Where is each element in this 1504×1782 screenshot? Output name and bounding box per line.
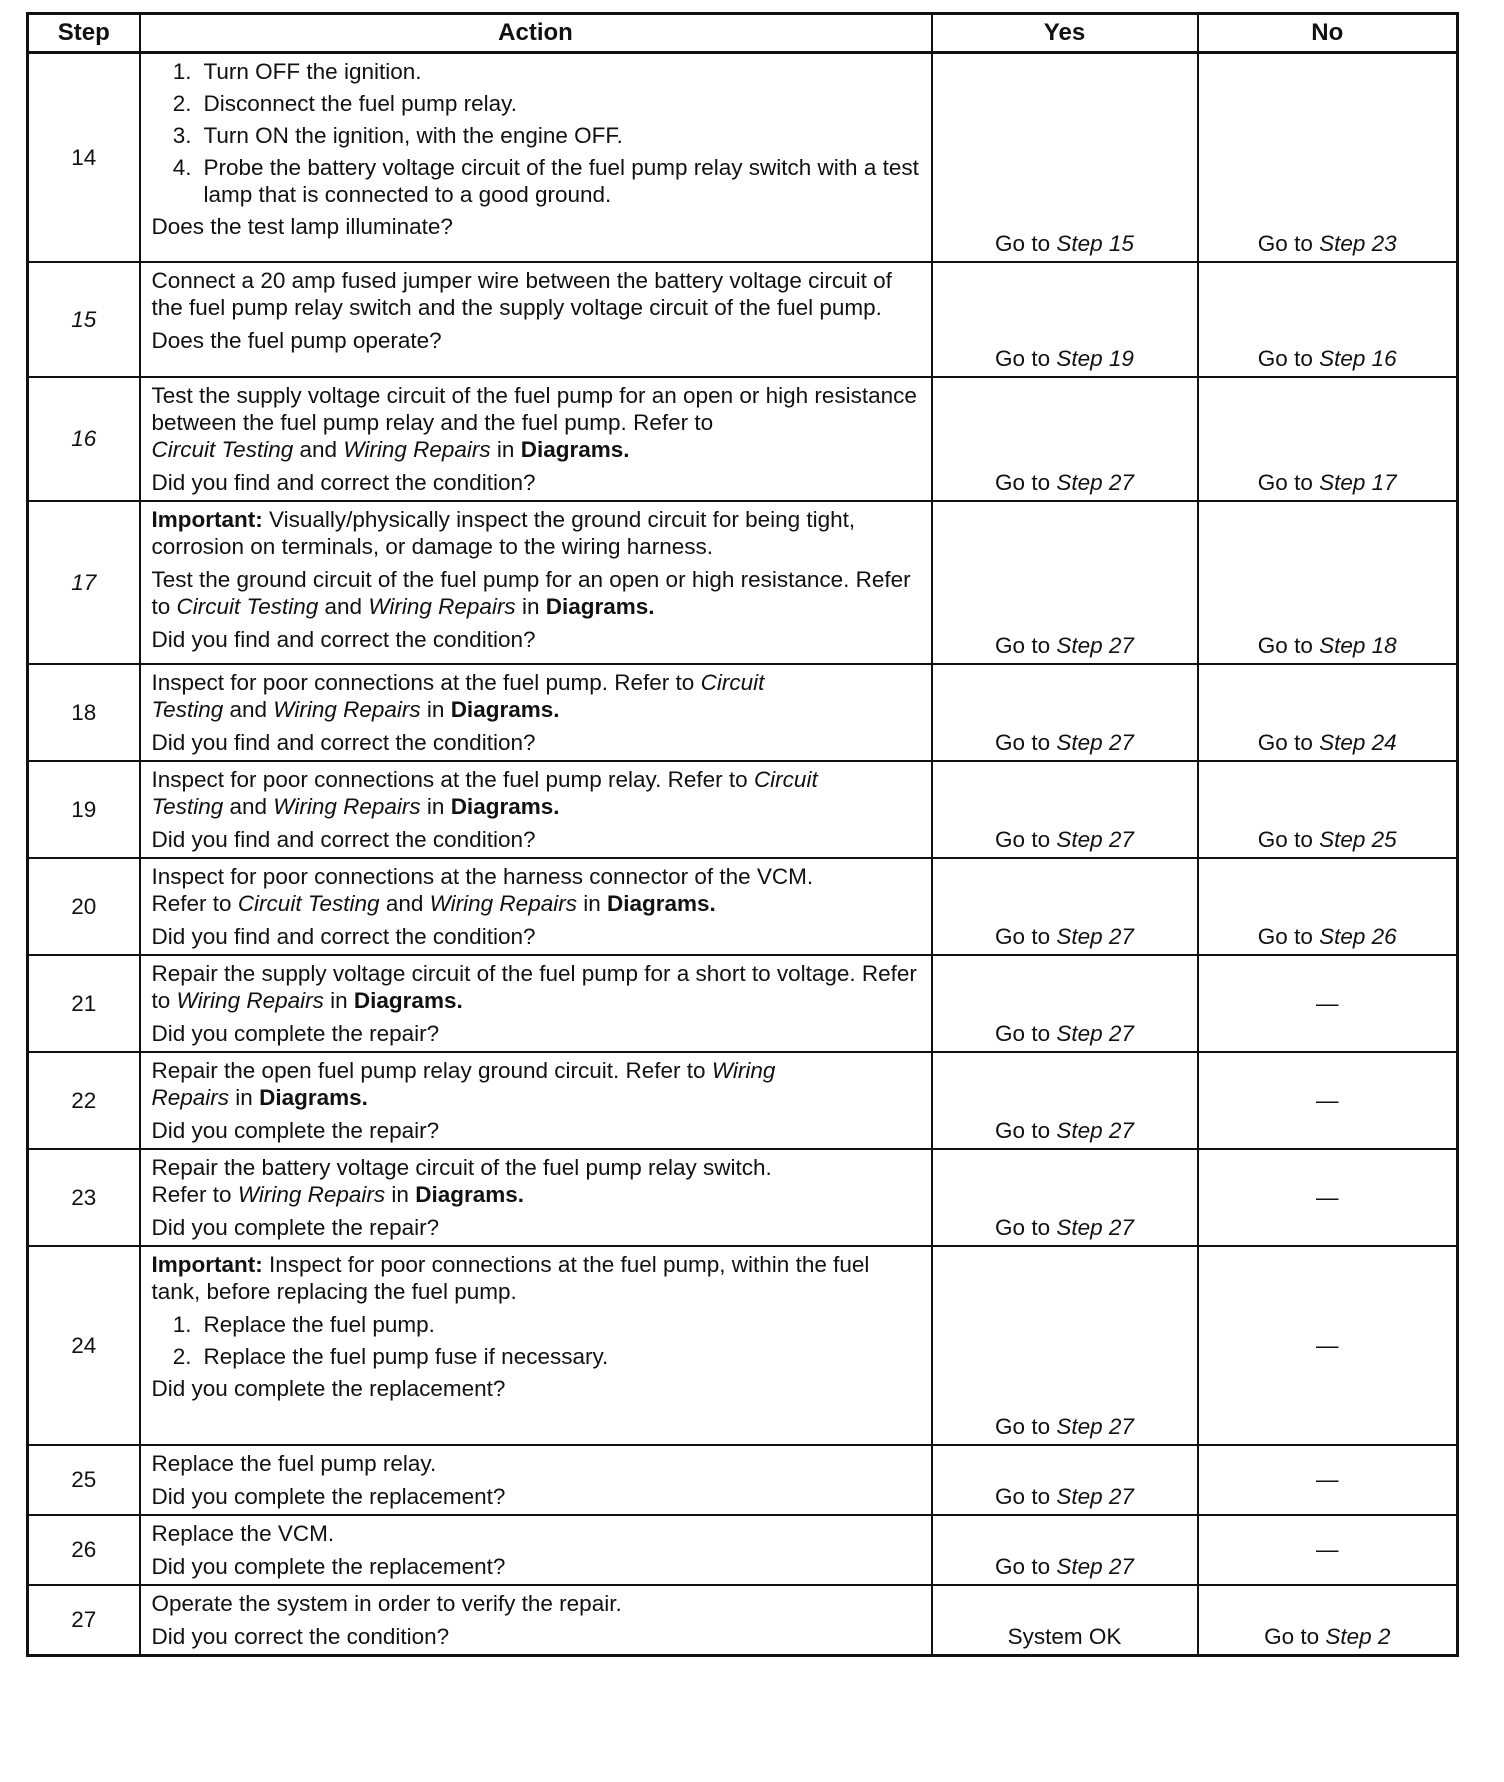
no-cell xyxy=(1198,664,1458,761)
table-row xyxy=(28,1246,1458,1445)
question: Did you complete the repair? xyxy=(151,1117,440,1143)
go-to-label: Go to xyxy=(995,1413,1051,1439)
step-word: Step xyxy=(1319,345,1366,371)
step-link[interactable] xyxy=(1056,1554,1134,1579)
step-link[interactable] xyxy=(1056,1484,1134,1509)
action-text xyxy=(152,669,921,723)
step-target: 2 xyxy=(1377,1624,1391,1649)
step-word: Step xyxy=(1056,1117,1103,1143)
action-text xyxy=(152,566,921,620)
ref-in: in xyxy=(235,1084,253,1110)
action-content xyxy=(152,58,921,240)
list-number: 4. xyxy=(172,155,192,180)
list-number: 2. xyxy=(172,91,192,116)
step-word: Step xyxy=(1056,230,1103,256)
ref-circuit-testing[interactable]: Circuit Testing xyxy=(237,890,380,916)
important-label: Important: xyxy=(151,506,263,532)
action-text-main: Repair the open fuel pump relay ground circuit. Refer to xyxy=(151,1057,706,1083)
important-note xyxy=(152,1251,921,1305)
table-row xyxy=(28,761,1458,858)
ref-refer-to: Refer to xyxy=(151,890,232,916)
ref-wiring-repairs[interactable]: Wiring Repairs xyxy=(429,890,577,916)
step-link[interactable] xyxy=(1056,1021,1134,1046)
ref-in: in xyxy=(496,436,515,462)
action-cell xyxy=(140,262,932,377)
action-text-main: Repair the supply voltage circuit of the fuel pump for a short to voltage. Refer to xyxy=(151,960,917,1013)
step-number: 15 xyxy=(28,262,140,377)
no-cell xyxy=(1198,501,1458,664)
yes-cell xyxy=(932,858,1198,955)
action-content xyxy=(152,382,921,496)
no-cell-empty: — xyxy=(1198,1149,1458,1246)
step-target: 26 xyxy=(1371,923,1397,949)
important-text: Visually/physically inspect the ground circuit for being tight, corrosion on terminals, or damage to the wiring harness. xyxy=(151,506,856,559)
go-to-label: Go to xyxy=(1257,729,1313,755)
ref-in: in xyxy=(583,890,601,916)
action-text-main: Inspect for poor connections at the harness connector of the VCM. xyxy=(151,863,814,889)
ref-wiring-repairs[interactable]: Wiring Repairs xyxy=(273,793,421,819)
go-to-label: Go to xyxy=(1257,632,1313,658)
go-to-label: Go to xyxy=(995,1117,1051,1143)
step-word: Step xyxy=(1056,1413,1103,1439)
table-row xyxy=(28,858,1458,955)
question: Did you find and correct the condition? xyxy=(151,626,536,652)
step-target: 27 xyxy=(1108,923,1134,949)
ref-wiring-repairs-cont[interactable]: Repairs xyxy=(151,1084,230,1110)
step-target: 27 xyxy=(1108,1020,1134,1046)
step-target: 27 xyxy=(1108,1553,1134,1579)
step-link[interactable] xyxy=(1056,346,1134,371)
diagnostic-table xyxy=(26,12,1459,1657)
table-row xyxy=(28,1445,1458,1515)
ref-circuit-testing[interactable]: Circuit xyxy=(700,669,765,695)
go-to-label: Go to xyxy=(1257,469,1313,495)
step-word: Step xyxy=(1056,1483,1103,1509)
list-item xyxy=(152,122,921,149)
step-target: 27 xyxy=(1108,1483,1134,1509)
step-word: Step xyxy=(1056,345,1103,371)
ref-wiring-repairs[interactable]: Wiring Repairs xyxy=(176,987,324,1013)
question: Did you find and correct the condition? xyxy=(151,826,536,852)
table-row xyxy=(28,664,1458,761)
step-number: 21 xyxy=(28,955,140,1052)
step-word: Step xyxy=(1325,1624,1372,1649)
step-target: 23 xyxy=(1371,230,1397,256)
step-word: Step xyxy=(1319,923,1366,949)
step-number: 27 xyxy=(28,1585,140,1656)
go-to-label: Go to xyxy=(995,230,1051,256)
go-to-label: Go to xyxy=(995,469,1051,495)
step-number: 19 xyxy=(28,761,140,858)
step-target: 24 xyxy=(1371,729,1397,755)
step-word: Step xyxy=(1056,469,1103,495)
step-link[interactable] xyxy=(1319,633,1397,658)
yes-cell xyxy=(932,1445,1198,1515)
ref-and: and xyxy=(324,593,363,619)
step-word: Step xyxy=(1319,632,1366,658)
no-cell xyxy=(1198,53,1458,262)
question: Does the fuel pump operate? xyxy=(151,327,442,353)
action-content xyxy=(152,766,921,853)
step-target: 27 xyxy=(1108,826,1134,852)
action-content xyxy=(152,863,921,950)
go-to-label: Go to xyxy=(995,826,1051,852)
action-content xyxy=(152,1057,921,1144)
action-text: Replace the fuel pump relay. xyxy=(151,1450,437,1476)
list-item xyxy=(152,154,921,208)
ref-and: and xyxy=(229,793,268,819)
no-cell-empty: — xyxy=(1198,1515,1458,1585)
action-text xyxy=(152,863,921,917)
ref-and: and xyxy=(229,696,268,722)
list-item xyxy=(152,90,921,117)
no-cell-empty: — xyxy=(1198,1445,1458,1515)
go-to-label: Go to xyxy=(995,345,1051,371)
step-target: 15 xyxy=(1108,230,1134,256)
step-target: 16 xyxy=(1371,345,1397,371)
step-number: 26 xyxy=(28,1515,140,1585)
action-text xyxy=(152,766,921,820)
ref-and: and xyxy=(299,436,338,462)
no-cell xyxy=(1198,1585,1458,1656)
action-content xyxy=(152,1450,921,1510)
step-number: 23 xyxy=(28,1149,140,1246)
go-to-label: Go to xyxy=(1264,1624,1320,1649)
yes-cell xyxy=(932,1149,1198,1246)
ref-refer-to: Refer to xyxy=(151,1181,232,1207)
table-row xyxy=(28,53,1458,262)
step-link[interactable] xyxy=(1056,633,1134,658)
step-link[interactable] xyxy=(1056,1215,1134,1240)
ref-diagrams: Diagrams. xyxy=(450,793,560,819)
action-text-main: Test the supply voltage circuit of the fuel pump for an open or high resistance between the fuel pump relay and the fuel pump. Refer to xyxy=(151,382,917,435)
question: Did you complete the replacement? xyxy=(151,1553,506,1579)
action-text-main: Inspect for poor connections at the fuel pump. Refer to xyxy=(151,669,695,695)
question: Did you find and correct the condition? xyxy=(151,469,536,495)
table-row xyxy=(28,501,1458,664)
action-content xyxy=(152,960,921,1047)
step-number: 25 xyxy=(28,1445,140,1515)
step-link[interactable] xyxy=(1319,470,1397,495)
list-number: 3. xyxy=(172,123,192,148)
step-number: 16 xyxy=(28,377,140,501)
table-row xyxy=(28,1585,1458,1656)
action-content xyxy=(152,669,921,756)
yes-cell xyxy=(932,955,1198,1052)
step-link[interactable] xyxy=(1056,1118,1134,1143)
list-number: 1. xyxy=(172,1311,192,1337)
go-to-label: Go to xyxy=(995,1553,1051,1579)
action-cell xyxy=(140,1052,932,1149)
step-word: Step xyxy=(1056,1214,1103,1240)
action-text xyxy=(152,382,921,463)
go-to-label: Go to xyxy=(995,923,1051,949)
important-text: Inspect for poor connections at the fuel pump, within the fuel tank, before replacing the fuel pump. xyxy=(151,1251,870,1304)
ref-in: in xyxy=(521,593,540,619)
action-cell xyxy=(140,1246,932,1445)
important-note xyxy=(152,506,921,560)
go-to-label: Go to xyxy=(995,1020,1051,1046)
list-item xyxy=(152,58,921,85)
ref-diagrams: Diagrams. xyxy=(607,890,716,916)
important-label: Important: xyxy=(151,1251,263,1277)
step-number: 22 xyxy=(28,1052,140,1149)
no-cell xyxy=(1198,377,1458,501)
step-target: 27 xyxy=(1108,1117,1134,1143)
yes-cell xyxy=(932,1052,1198,1149)
ref-diagrams: Diagrams. xyxy=(520,436,630,462)
table-row xyxy=(28,1149,1458,1246)
step-link[interactable] xyxy=(1056,730,1134,755)
question: Did you complete the replacement? xyxy=(151,1375,506,1401)
ref-circuit-testing-cont[interactable]: Testing xyxy=(151,696,224,722)
ref-wiring-repairs[interactable]: Wiring Repairs xyxy=(368,593,516,619)
yes-cell xyxy=(932,53,1198,262)
ref-circuit-testing[interactable]: Circuit Testing xyxy=(151,436,294,462)
action-cell xyxy=(140,858,932,955)
go-to-label: Go to xyxy=(995,1214,1051,1240)
action-cell xyxy=(140,1149,932,1246)
header-row xyxy=(28,14,1458,53)
step-target: 17 xyxy=(1371,469,1397,495)
step-number: 24 xyxy=(28,1246,140,1445)
step-target: 27 xyxy=(1108,632,1134,658)
question: Did you complete the replacement? xyxy=(151,1483,506,1509)
step-word: Step xyxy=(1056,826,1103,852)
action-cell xyxy=(140,955,932,1052)
ref-diagrams: Diagrams. xyxy=(450,696,560,722)
go-to-label: Go to xyxy=(995,632,1051,658)
action-content xyxy=(152,1590,921,1650)
yes-cell xyxy=(932,1515,1198,1585)
ref-in: in xyxy=(426,696,445,722)
question: Does the test lamp illuminate? xyxy=(151,214,453,239)
list-item xyxy=(152,1311,921,1338)
step-word: Step xyxy=(1056,923,1103,949)
go-to-label: Go to xyxy=(1257,230,1313,256)
no-cell-empty: — xyxy=(1198,1246,1458,1445)
action-cell xyxy=(140,53,932,262)
list-text: Replace the fuel pump fuse if necessary. xyxy=(203,1343,609,1369)
action-text xyxy=(152,1057,921,1111)
ref-circuit-testing-cont[interactable]: Testing xyxy=(151,793,224,819)
step-link[interactable] xyxy=(1056,470,1134,495)
step-number: 14 xyxy=(28,53,140,262)
go-to-label: Go to xyxy=(995,729,1051,755)
step-link[interactable] xyxy=(1319,346,1397,371)
list-number: 2. xyxy=(172,1343,192,1369)
ref-wiring-repairs[interactable]: Wiring xyxy=(711,1057,776,1083)
ref-diagrams: Diagrams. xyxy=(353,987,463,1013)
table-row xyxy=(28,377,1458,501)
yes-cell: System OK xyxy=(932,1585,1198,1656)
action-content xyxy=(152,1154,921,1241)
step-target: 27 xyxy=(1108,1413,1134,1439)
header-yes: Yes xyxy=(932,14,1198,53)
step-link[interactable] xyxy=(1319,231,1397,256)
step-word: Step xyxy=(1319,469,1366,495)
ref-in: in xyxy=(330,987,348,1013)
action-text: Operate the system in order to verify the repair. xyxy=(151,1590,622,1616)
no-cell-empty: — xyxy=(1198,955,1458,1052)
action-cell xyxy=(140,1585,932,1656)
diagnostic-table-sheet xyxy=(26,12,1456,1657)
ref-diagrams: Diagrams. xyxy=(259,1084,368,1110)
go-to-label: Go to xyxy=(995,1483,1051,1509)
header-no: No xyxy=(1198,14,1458,53)
no-cell xyxy=(1198,262,1458,377)
action-text-main: Inspect for poor connections at the fuel pump relay. Refer to xyxy=(151,766,748,792)
yes-cell xyxy=(932,761,1198,858)
step-number: 18 xyxy=(28,664,140,761)
ref-wiring-repairs[interactable]: Wiring Repairs xyxy=(343,436,491,462)
list-text: Disconnect the fuel pump relay. xyxy=(203,91,517,116)
action-content xyxy=(152,1520,921,1580)
step-number: 17 xyxy=(28,501,140,664)
step-word: Step xyxy=(1319,230,1366,256)
go-to-label: Go to xyxy=(1257,923,1313,949)
step-target: 19 xyxy=(1108,345,1134,371)
action-content xyxy=(152,1251,921,1402)
action-steps-list xyxy=(152,1311,921,1370)
list-text: Turn ON the ignition, with the engine OFF. xyxy=(203,123,623,148)
header-step: Step xyxy=(28,14,140,53)
question: Did you complete the repair? xyxy=(151,1214,440,1240)
action-text xyxy=(152,960,921,1014)
action-cell xyxy=(140,501,932,664)
step-word: Step xyxy=(1056,1553,1103,1579)
step-link[interactable] xyxy=(1056,1414,1134,1439)
ref-diagrams: Diagrams. xyxy=(545,593,655,619)
question: Did you complete the repair? xyxy=(151,1020,440,1046)
step-number: 20 xyxy=(28,858,140,955)
action-cell xyxy=(140,377,932,501)
table-row xyxy=(28,262,1458,377)
action-content xyxy=(152,267,921,354)
list-item xyxy=(152,1343,921,1370)
step-word: Step xyxy=(1056,729,1103,755)
ref-circuit-testing[interactable]: Circuit Testing xyxy=(176,593,319,619)
step-link[interactable] xyxy=(1325,1624,1390,1649)
step-target: 27 xyxy=(1108,729,1134,755)
action-text-main: Test the ground circuit of the fuel pump for an open or high resistance. Refer to xyxy=(151,566,911,619)
action-cell xyxy=(140,664,932,761)
step-word: Step xyxy=(1319,826,1366,852)
list-number: 1. xyxy=(172,59,192,84)
step-word: Step xyxy=(1056,632,1103,658)
ref-circuit-testing[interactable]: Circuit xyxy=(753,766,818,792)
action-text xyxy=(152,1154,921,1208)
action-cell xyxy=(140,761,932,858)
action-cell xyxy=(140,1445,932,1515)
yes-cell xyxy=(932,664,1198,761)
action-text: Replace the VCM. xyxy=(151,1520,335,1546)
ref-and: and xyxy=(385,890,424,916)
question: Did you correct the condition? xyxy=(151,1623,450,1649)
yes-cell xyxy=(932,262,1198,377)
table-row xyxy=(28,955,1458,1052)
step-link[interactable] xyxy=(1319,730,1397,755)
no-cell xyxy=(1198,761,1458,858)
yes-cell xyxy=(932,377,1198,501)
ref-diagrams: Diagrams. xyxy=(415,1181,525,1207)
table-row xyxy=(28,1515,1458,1585)
question: Did you find and correct the condition? xyxy=(151,923,536,949)
step-link[interactable] xyxy=(1056,827,1134,852)
action-content xyxy=(152,506,921,653)
ref-wiring-repairs[interactable]: Wiring Repairs xyxy=(237,1181,386,1207)
list-text: Replace the fuel pump. xyxy=(203,1311,435,1337)
step-target: 27 xyxy=(1108,469,1134,495)
ref-in: in xyxy=(426,793,445,819)
action-text: Connect a 20 amp fused jumper wire between the battery voltage circuit of the fuel pump relay switch and the supply voltage circuit of the fuel pump. xyxy=(151,267,892,320)
header-action: Action xyxy=(140,14,932,53)
yes-cell xyxy=(932,1246,1198,1445)
go-to-label: Go to xyxy=(1257,345,1313,371)
yes-cell xyxy=(932,501,1198,664)
action-text-main: Repair the battery voltage circuit of the fuel pump relay switch. xyxy=(151,1154,772,1180)
ref-in: in xyxy=(391,1181,409,1207)
table-row xyxy=(28,1052,1458,1149)
step-word: Step xyxy=(1056,1020,1103,1046)
step-link[interactable] xyxy=(1056,231,1134,256)
step-link[interactable] xyxy=(1319,924,1397,949)
action-steps-list xyxy=(152,58,921,213)
step-word: Step xyxy=(1319,729,1366,755)
step-target: 18 xyxy=(1371,632,1397,658)
go-to-label: Go to xyxy=(1257,826,1313,852)
step-target: 25 xyxy=(1371,826,1397,852)
action-cell xyxy=(140,1515,932,1585)
step-link[interactable] xyxy=(1319,827,1397,852)
no-cell xyxy=(1198,858,1458,955)
list-text: Probe the battery voltage circuit of the fuel pump relay switch with a test lamp that is connected to a good ground. xyxy=(203,155,919,207)
ref-wiring-repairs[interactable]: Wiring Repairs xyxy=(273,696,421,722)
question: Did you find and correct the condition? xyxy=(151,729,536,755)
no-cell-empty: — xyxy=(1198,1052,1458,1149)
step-link[interactable] xyxy=(1056,924,1134,949)
step-target: 27 xyxy=(1108,1214,1134,1240)
list-text: Turn OFF the ignition. xyxy=(203,59,422,84)
